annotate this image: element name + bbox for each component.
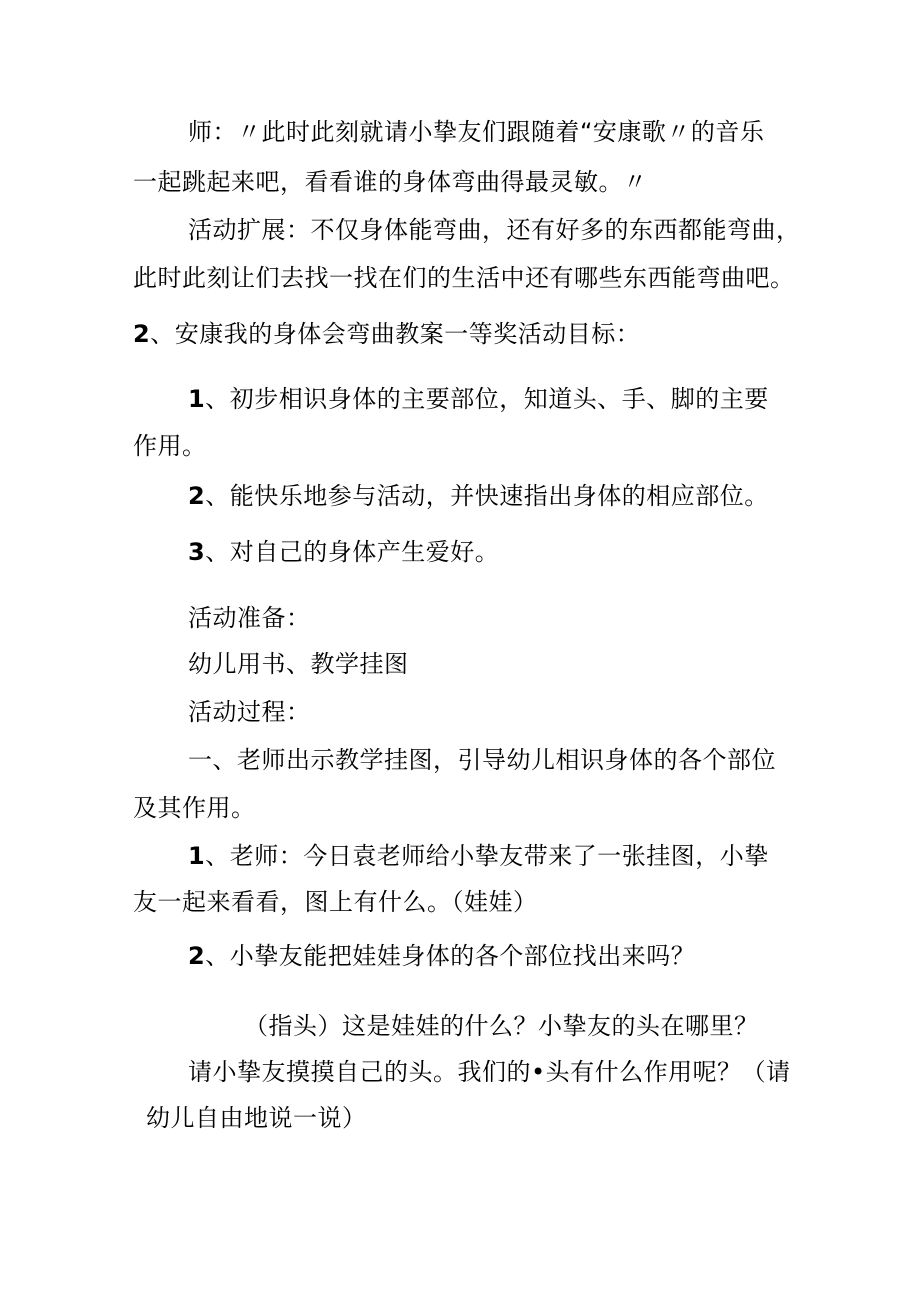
paragraph-line: 幼儿自由地说一说） <box>146 1104 367 1132</box>
list-number: 2 <box>188 482 206 510</box>
list-number: 1 <box>188 385 206 413</box>
paragraph-line: 幼儿用书、教学挂图 <box>188 650 409 678</box>
list-item <box>188 840 769 872</box>
paragraph-line: 一、老师出示教学挂图，引导幼儿相识身体的各个部位 <box>188 746 776 774</box>
paragraph-line: 友一起来看看，图上有什么。（娃娃） <box>133 888 538 916</box>
paragraph-line: 及其作用。 <box>133 794 256 822</box>
list-text: 、老师：今日袁老师给小挚友带来了一张挂图，小挚 <box>205 842 769 870</box>
paragraph-line: 一起跳起来吧，看看谁的身体弯曲得最灵敏。〃 <box>133 168 648 196</box>
paragraph-line: 此时此刻让们去找一找在们的生活中还有哪些东西能弯曲吧。 <box>133 264 795 292</box>
paragraph-line: 作用。 <box>133 432 207 460</box>
paragraph-line: 活动准备： <box>188 604 311 632</box>
paragraph-line: 活动过程： <box>188 698 311 726</box>
list-number: 2 <box>188 942 206 970</box>
paragraph-line: 师：〃此时此刻就请小挚友们跟随着“安康歌〃的音乐 <box>188 118 765 146</box>
list-item <box>188 480 769 512</box>
paragraph-line: 请小挚友摸摸自己的头。我们的•头有什么作用呢？（请 <box>188 1058 791 1086</box>
list-text: 、初步相识身体的主要部位，知道头、手、脚的主要 <box>205 385 769 413</box>
list-text: 、能快乐地参与活动，并快速指出身体的相应部位。 <box>205 482 769 510</box>
list-item <box>188 536 499 568</box>
section-heading <box>133 318 640 350</box>
list-number: 3 <box>188 538 206 566</box>
list-item <box>188 940 695 972</box>
list-text: 、对自己的身体产生爱好。 <box>205 538 500 566</box>
paragraph-line: （指头）这是娃娃的什么？小挚友的头在哪里？ <box>244 1012 759 1040</box>
list-text: 、安康我的身体会弯曲教案一等奖活动目标： <box>150 320 641 348</box>
list-text: 、小挚友能把娃娃身体的各个部位找出来吗？ <box>205 942 696 970</box>
list-number: 2 <box>133 320 151 348</box>
paragraph-line: 活动扩展：不仅身体能弯曲，还有好多的东西都能弯曲， <box>188 216 801 244</box>
list-number: 1 <box>188 842 206 870</box>
list-item <box>188 383 769 415</box>
